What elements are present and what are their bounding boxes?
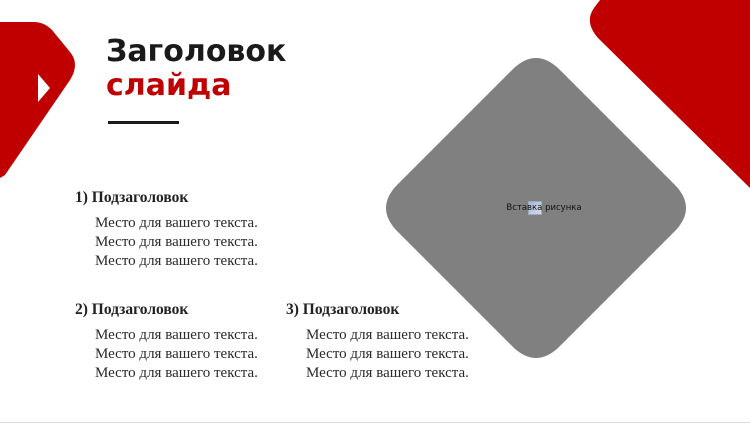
body-line: Место для вашего текста. — [306, 346, 469, 362]
slide-title-line2: слайда — [106, 68, 232, 103]
body-line: Место для вашего текста. — [95, 253, 258, 269]
text-block-2[interactable] — [75, 300, 258, 383]
subheading-1: 1) Подзаголовок — [75, 189, 189, 206]
body-line: Место для вашего текста. — [95, 346, 258, 362]
body-line: Место для вашего текста. — [95, 327, 258, 343]
slide-title-line1: Заголовок — [106, 34, 287, 69]
text-block-1[interactable] — [75, 188, 258, 271]
subheading-3: 3) Подзаголовок — [286, 301, 400, 318]
text-block-3[interactable] — [286, 300, 469, 383]
picture-placeholder-label: Вставка рисунка — [506, 203, 582, 213]
body-line: Место для вашего текста. — [306, 327, 469, 343]
title-underline — [108, 121, 179, 124]
body-line: Место для вашего текста. — [306, 365, 469, 381]
body-line: Место для вашего текста. — [95, 215, 258, 231]
body-line: Место для вашего текста. — [95, 365, 258, 381]
body-line: Место для вашего текста. — [95, 234, 258, 250]
subheading-2: 2) Подзаголовок — [75, 301, 189, 318]
slide-title[interactable] — [106, 36, 286, 102]
